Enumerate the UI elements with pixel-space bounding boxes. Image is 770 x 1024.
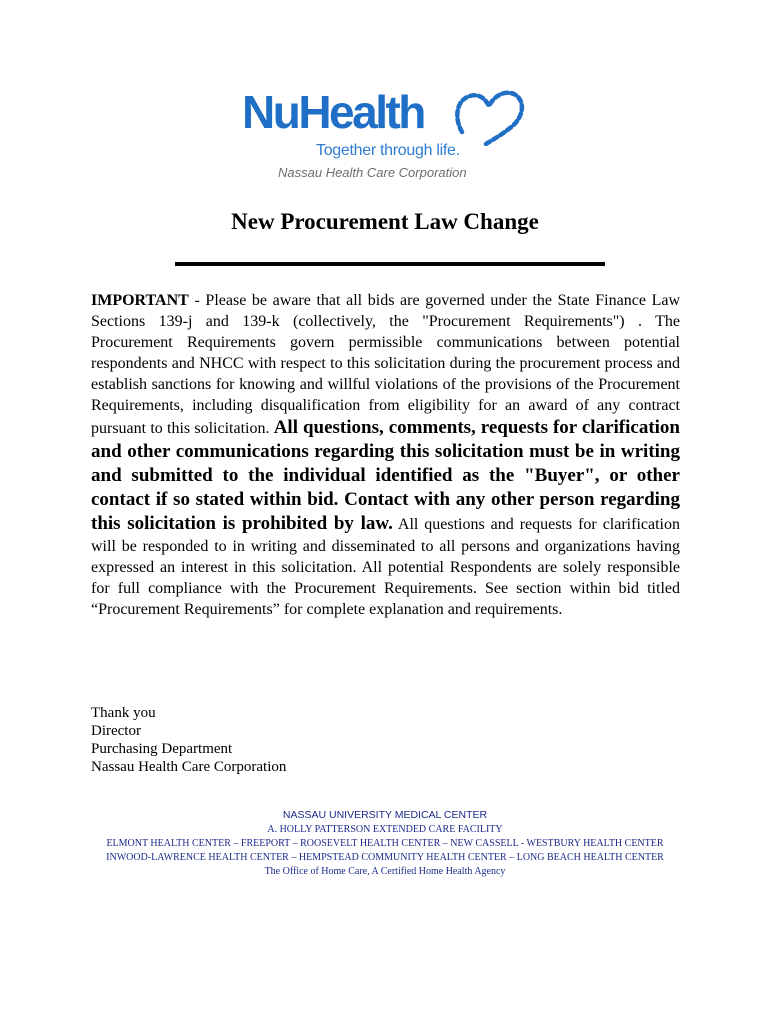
footer-line: INWOOD-LAWRENCE HEALTH CENTER – HEMPSTEAD COMMUNITY HEALTH CENTER – LONG BEACH HEALTH CENTER xyxy=(106,852,664,863)
footer-line: The Office of Home Care, A Certified Home Health Agency xyxy=(264,866,506,877)
logo-org-name: Nassau Health Care Corporation xyxy=(278,165,467,180)
notice-bold-text: All questions, comments, requests for clarification and other communications regarding this solicitation must be in writing and submitted to the individual identified as the "Buyer", or other contact if so stated within bid. Contact with any other person regarding this solicitation is prohibited by law. xyxy=(91,417,680,534)
signature-line: Director xyxy=(91,723,141,739)
footer xyxy=(0,808,770,879)
nuhealth-logo xyxy=(238,84,528,186)
important-label: IMPORTANT xyxy=(91,292,189,309)
signature-line: Nassau Health Care Corporation xyxy=(91,759,287,775)
logo-tagline: Together through life. xyxy=(316,142,460,159)
notice-tail-text: All questions and requests for clarification will be responded to in writing and disseminated to all persons and organizations having expressed an interest in this solicitation. All potential Respondents are solely responsible for full compliance with the Procurement Requirements. See section within bid titled “Procurement Requirements” for complete explanation and requirements. xyxy=(91,516,680,618)
footer-line: NASSAU UNIVERSITY MEDICAL CENTER xyxy=(282,809,488,821)
footer-line: A. HOLLY PATTERSON EXTENDED CARE FACILITY xyxy=(267,824,503,835)
page-title: New Procurement Law Change xyxy=(231,209,539,234)
notice-paragraph xyxy=(91,290,680,620)
notice-body xyxy=(91,290,680,620)
signature-block xyxy=(91,704,286,776)
signature-line: Purchasing Department xyxy=(91,741,233,757)
notice-lead-text: - Please be aware that all bids are governed under the State Finance Law Sections 139-j and 139-k (collectively, the "Procurement Requirements") . The Procurement Requirements govern permissible communications between potential respondents and NHCC with respect to this solicitation during the procurement process and establish sanctions for knowing and willful violations of the provisions of the Procurement Requirements, including disqualification from eligibility for an award of any contract pursuant to this solicitation. xyxy=(91,292,680,437)
signature-line: Thank you xyxy=(91,705,156,721)
heart-icon xyxy=(452,88,526,146)
footer-line: ELMONT HEALTH CENTER – FREEPORT – ROOSEVELT HEALTH CENTER – NEW CASSELL - WESTBURY HEALTH CENTER xyxy=(106,838,664,849)
logo-wordmark: NuHealth xyxy=(242,86,424,138)
title-underline xyxy=(175,262,605,266)
